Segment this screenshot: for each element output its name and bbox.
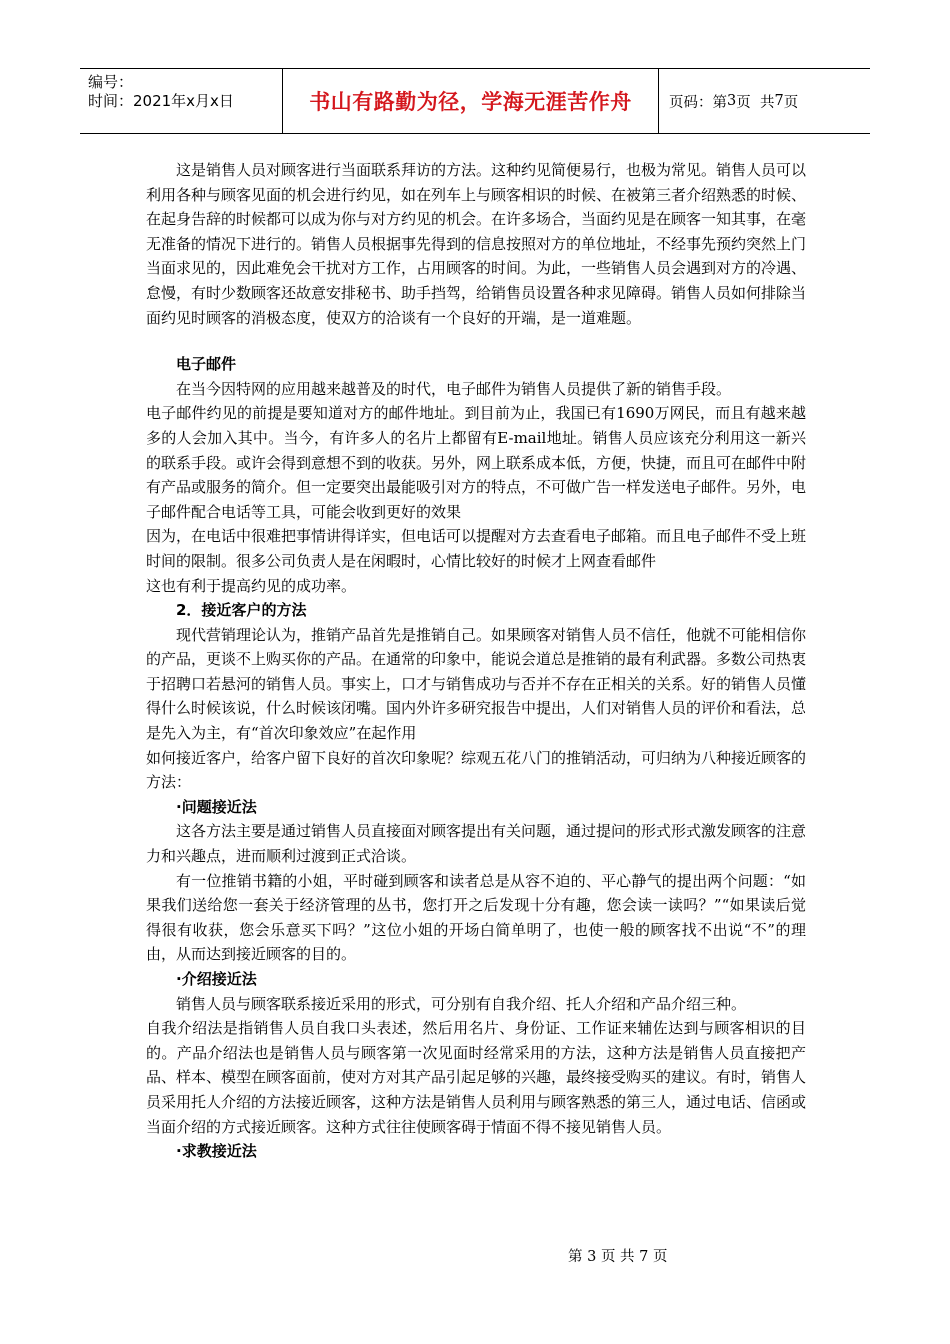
paragraph-email-4: 这也有利于提高约见的成功率。 [146, 576, 357, 595]
paragraph-intro-2: 自我介绍法是指销售人员自我口头表述，然后用名片、身份证、工作证来辅佐达到与顾客相识的目的。产品介绍法也是销售人员与顾客第一次见面时经常采用的方法，这种方法是销售人员直接把产品、样本、模型在顾客面前，使对方对其产品引起足够的兴趣，最终接受购买的建议。有时，销售人员采用托人介绍的方法接近顾客，这种方法是销售人员利用与顾客熟悉的第三人，通过电话、信函或当面介绍的方式接近顾客。这种方式往往使顾客碍于情面不得不接见销售人员。 [146, 1019, 807, 1136]
page-total: 7 [774, 93, 784, 109]
page-footer: 第 3 页 共 7 页 [568, 1249, 668, 1265]
header-page-number [659, 69, 870, 133]
heading-introduction-approach: ·介绍接近法 [176, 970, 257, 988]
header-motto: 书山有路勤为径，学海无涯苦作舟 [283, 69, 659, 133]
paragraph-email-1: 在当今因特网的应用越来越普及的时代，电子邮件为销售人员提供了新的销售手段。 [176, 379, 732, 398]
header-meta [80, 69, 283, 133]
document-body [146, 158, 806, 1164]
document-date: 时间：2021年x月x日 [88, 92, 234, 110]
paragraph-approach-1: 现代营销理论认为，推销产品首先是推销自己。如果顾客对销售人员不信任，他就不可能相信你的产品，更谈不上购买你的产品。在通常的印象中，能说会道总是推销的最有利武器。多数公司热衷于招聘口若悬河的销售人员。事实上，口才与销售成功与否并不存在正相关的关系。好的销售人员懂得什么时候该说，什么时候该闭嘴。国内外许多研究报告中提出，人们对销售人员的评价和看法，总是先入为主，有“首次印象效应”在起作用 [146, 625, 807, 743]
heading-ask-approach: ·求教接近法 [176, 1142, 257, 1161]
paragraph-question-2: 有一位推销书籍的小姐，平时碰到顾客和读者总是从容不迫的、平心静气的提出两个问题：“如果我们送给您一套关于经济管理的丛书，您打开之后发现十分有趣，您会读一读吗？”“如果读后觉得很有收获，您会乐意买下吗？”这位小姐的开场白简单明了，也使一般的顾客找不出说“不”的理由，从而达到接近顾客的目的。 [146, 871, 806, 964]
paragraph-approach-2: 如何接近客户，给客户留下良好的首次印象呢？综观五花八门的推销活动，可归纳为八种接近顾客的方法： [146, 748, 807, 792]
page-current: 3 [727, 93, 737, 109]
paragraph-email-3: 因为，在电话中很难把事情讲得详实，但电话可以提醒对方去查看电子邮箱。而且电子邮件不受上班时间的限制。很多公司负责人是在闲暇时，心情比较好的时候才上网查看邮件 [146, 527, 807, 570]
document-number-label: 编号： [88, 73, 134, 91]
paragraph-face-to-face: 这是销售人员对顾客进行当面联系拜访的方法。这种约见简便易行，也极为常见。销售人员可以利用各种与顾客见面的机会进行约见，如在列车上与顾客相识的时候、在被第三者介绍熟悉的时候、在起身告辞的时候都可以成为你与对方约见的机会。在许多场合，当面约见是在顾客一知其事，在毫无准备的情况下进行的。销售人员根据事先得到的信息按照对方的单位地址，不经事先预约突然上门当面求见的，因此难免会干扰对方工作，占用顾客的时间。为此，一些销售人员会遇到对方的冷遇、怠慢，有时少数顾客还故意安排秘书、助手挡驾，给销售员设置各种求见障碍。销售人员如何排除当面约见时顾客的消极态度，使双方的洽谈有一个良好的开端，是一道难题。 [146, 161, 807, 327]
heading-approach-methods: 2．接近客户的方法 [176, 601, 307, 620]
page-mid: 页 共 [736, 94, 775, 111]
paragraph-intro-1: 销售人员与顾客联系接近采用的形式，可分别有自我介绍、托人介绍和产品介绍三种。 [176, 994, 747, 1013]
heading-email: 电子邮件 [176, 355, 237, 374]
paragraph-email-2: 电子邮件约见的前提是要知道对方的邮件地址。到目前为止，我国已有1690万网民，而且有越来越多的人会加入其中。当今，有许多人的名片上都留有E-mail地址。销售人员应该充分利用这一新兴的联系手段。或许会得到意想不到的收获。另外，网上联系成本低，方便，快捷，而且可在邮件中附有产品或服务的简介。但一定要突出最能吸引对方的特点，不可做广告一样发送电子邮件。另外，电子邮件配合电话等工具，可能会收到更好的效果 [146, 404, 807, 521]
paragraph-question-1: 这各方法主要是通过销售人员直接面对顾客提出有关问题，通过提问的形式形式激发顾客的注意力和兴趣点，进而顺利过渡到正式洽谈。 [146, 822, 807, 866]
page-prefix: 页码：第 [669, 94, 727, 111]
page-suffix: 页 [783, 94, 799, 111]
page-header [80, 68, 870, 134]
heading-question-approach: ·问题接近法 [176, 797, 257, 816]
